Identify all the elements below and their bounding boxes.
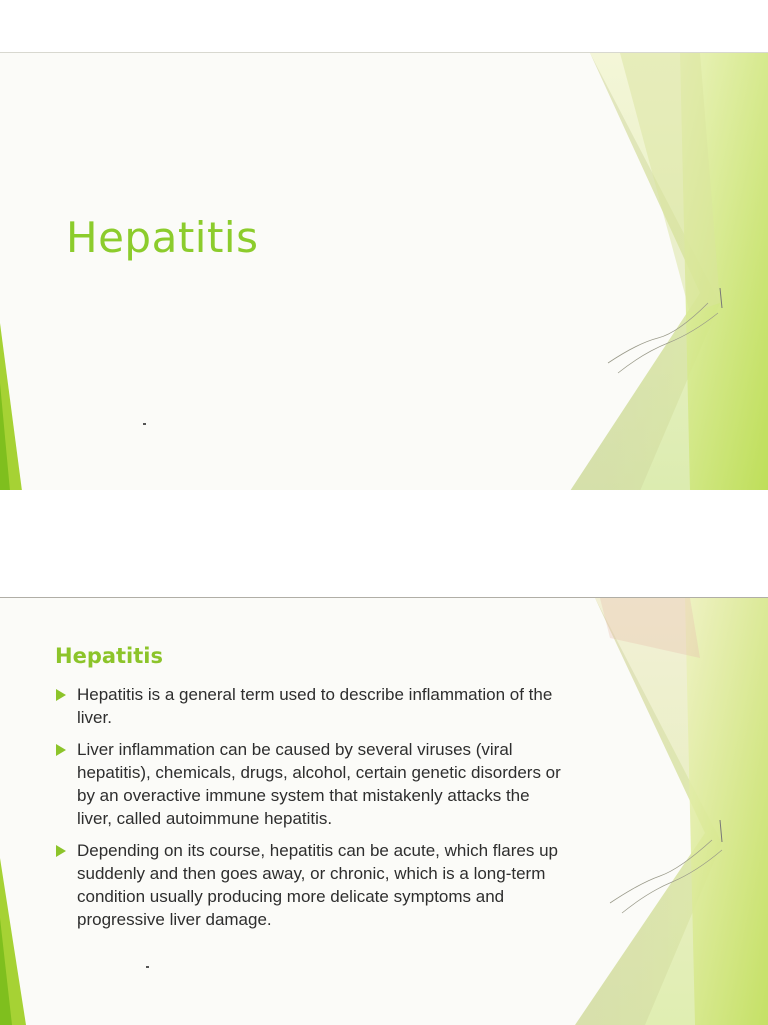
bullet-arrow-icon — [56, 845, 66, 857]
pencil-scribble — [600, 818, 730, 928]
bullet-text: Liver inflammation can be caused by several viruses (viral hepatitis), chemicals, drugs, alcohol, certain genetic disorders or by an overactive immune system that mistakenly attacks the liver, called autoimmune hepatitis. — [77, 740, 561, 828]
pencil-scribble — [598, 283, 728, 393]
bullet-text: Hepatitis is a general term used to describe inflammation of the liver. — [77, 685, 553, 727]
bullet-arrow-icon — [56, 744, 66, 756]
list-item — [55, 738, 565, 830]
list-item — [55, 839, 565, 931]
slide-decoration — [0, 53, 768, 491]
page-gap — [0, 490, 768, 597]
list-item — [55, 683, 565, 729]
content-slide — [0, 597, 768, 1025]
slide-title: Hepatitis — [66, 213, 259, 262]
title-slide — [0, 52, 768, 491]
bullet-list — [55, 683, 565, 940]
speck — [146, 966, 149, 968]
speck — [143, 423, 146, 425]
slide-heading: Hepatitis — [55, 644, 163, 668]
bullet-arrow-icon — [56, 689, 66, 701]
bullet-text: Depending on its course, hepatitis can be acute, which flares up suddenly and then goes away, or chronic, which is a long-term condition usually producing more delicate symptoms and progressive liver damage. — [77, 841, 559, 929]
